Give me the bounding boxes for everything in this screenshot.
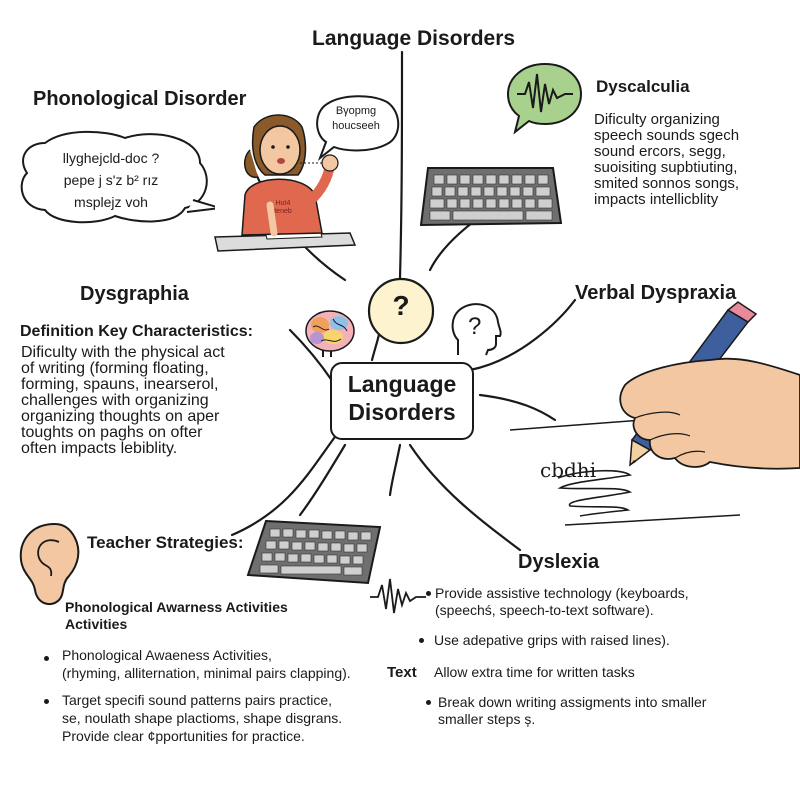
brain-icon bbox=[303, 305, 358, 360]
dyscalculia-heading: Dyscalculia bbox=[596, 77, 690, 96]
center-node-line1: Language bbox=[347, 371, 457, 397]
phonological-disorder-heading: Phonological Disorder bbox=[33, 88, 247, 110]
speech-bubble-left-text: llyghejcld-doc ? pepe j s'z b² rız msplejz voh bbox=[62, 150, 160, 210]
bullet-dot bbox=[419, 638, 424, 643]
dysgraphia-heading: Dysgraphia bbox=[80, 283, 189, 305]
page-title: Language Disorders bbox=[312, 27, 516, 50]
dyslexia-item-2: Use adepative grips with raised lines). bbox=[434, 632, 670, 648]
dyscalculia-text: Dificulty organizing speech sounds sgech sound ercors, segg, suoisiting supbtiuting, smited sonnos songs, impacts intellicblity bbox=[594, 111, 740, 208]
teacher-strategies-subheading: Phonological Awarness Activities Activities bbox=[65, 599, 288, 632]
center-node-line2: Disorders bbox=[348, 399, 456, 425]
sound-wave-bubble bbox=[505, 60, 585, 135]
head-question-icon bbox=[446, 300, 506, 360]
teacher-strategies-heading: Teacher Strategies: bbox=[87, 533, 244, 552]
question-mark: ? bbox=[392, 290, 410, 321]
teacher-strategy-item-1: Phonological Awaeness Activities, (rhyming, alliternation, minimal pairs clapping). bbox=[62, 647, 351, 681]
bullet-dot bbox=[44, 699, 49, 704]
bullet-dot bbox=[44, 656, 49, 661]
ear-icon bbox=[15, 520, 85, 610]
keyboard-icon-2 bbox=[244, 517, 384, 589]
dyslexia-item-1: Provide assistive technology (keyboards, (speechś, speech-to-text software). bbox=[435, 585, 689, 618]
speech-bubble-right-text: Bγopmg houcseeh bbox=[332, 105, 380, 132]
child-icon bbox=[210, 105, 360, 255]
shirt-text: Hut4 teneb bbox=[274, 200, 292, 215]
hand-writing-illustration bbox=[510, 300, 800, 540]
text-label: Text bbox=[387, 664, 417, 681]
dyslexia-item-3: Allow extra time for written tasks bbox=[434, 664, 635, 680]
dysgraphia-text: Dificulty with the physical act of writing (forming floating, forming, spauns, inearserol, challenges with organizing organizing thoughts on aper toughts on paghs on ofter often impacts lebiblity. bbox=[21, 344, 225, 457]
svg-text:?: ? bbox=[468, 313, 482, 340]
bullet-dot bbox=[426, 591, 431, 596]
bullet-dot bbox=[426, 700, 431, 705]
handwriting-sample: cbdhi bbox=[540, 458, 597, 482]
teacher-strategy-item-2: Target specifi sound patterns pairs practice, se, noulath shape plactioms, shape disgrans. Provide clear ¢pportunities for practice. bbox=[62, 692, 343, 744]
keyboard-icon bbox=[418, 163, 563, 233]
dysgraphia-subheading: Definition Key Characteristics: bbox=[20, 323, 253, 340]
sound-wave-icon-2 bbox=[368, 575, 428, 617]
center-node-label bbox=[330, 370, 474, 426]
verbal-dyspraxia-heading: Verbal Dyspraxia bbox=[575, 282, 737, 304]
dyslexia-item-4: Break down writing assigments into smaller smaller steps ș. bbox=[438, 694, 707, 727]
dyslexia-heading: Dyslexia bbox=[518, 551, 600, 573]
